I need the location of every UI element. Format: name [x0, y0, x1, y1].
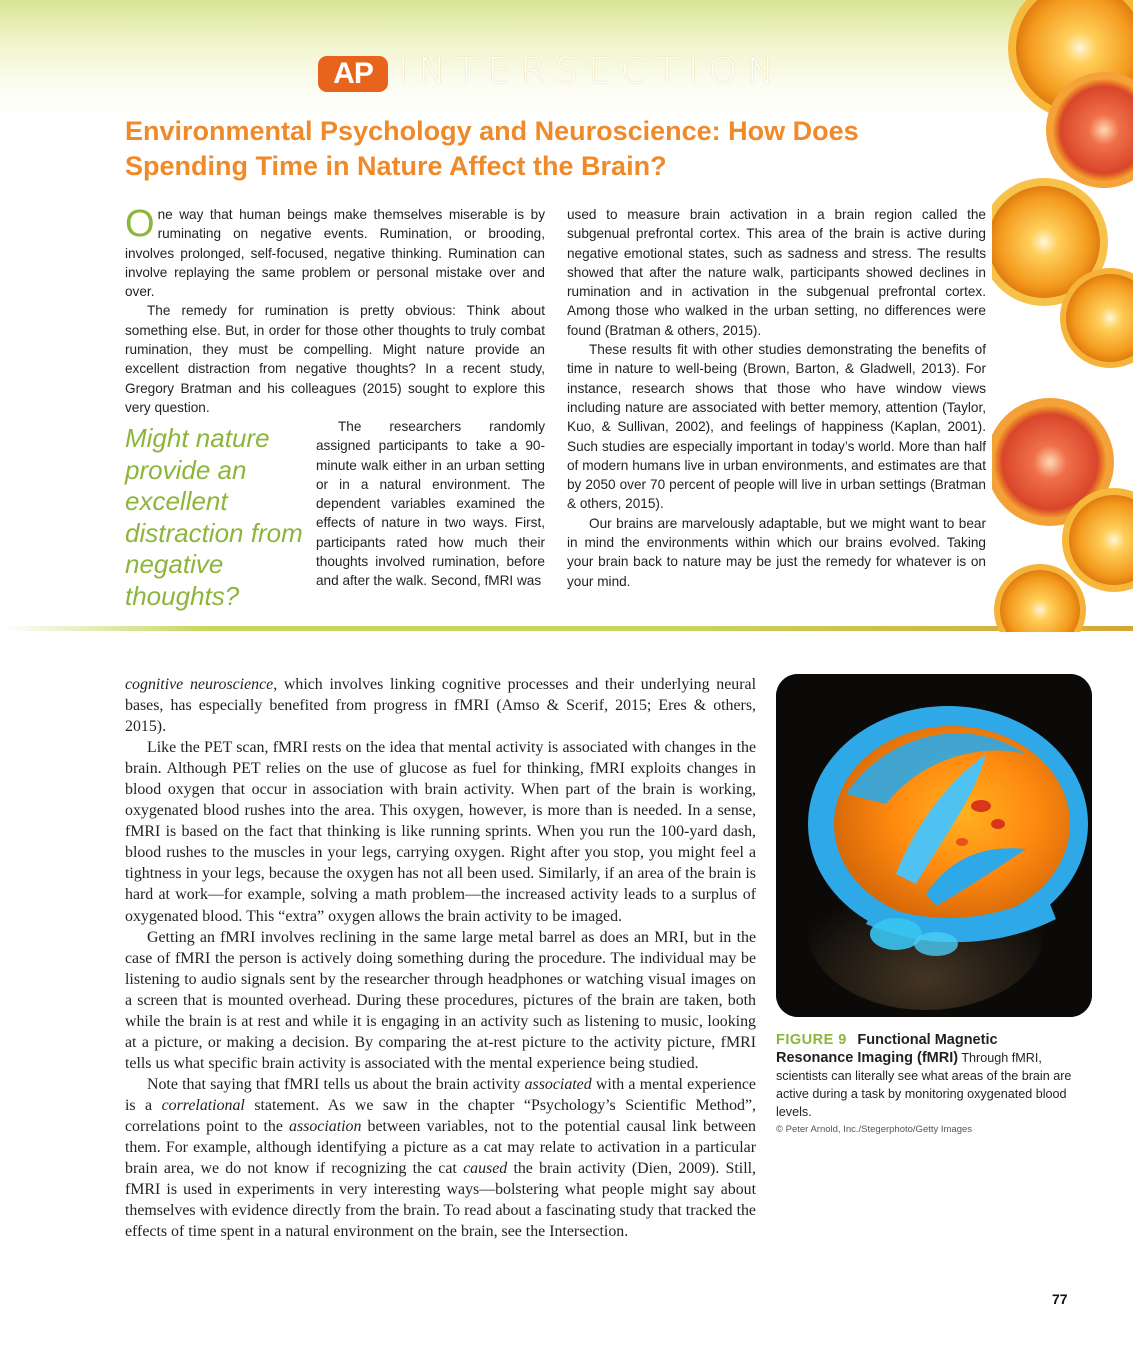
p4-em-associated: associated — [524, 1075, 592, 1093]
p4-em-association: association — [289, 1117, 362, 1135]
body-paragraph-3: Getting an fMRI involves reclining in the same large metal barrel as does an MRI, but in the case of fMRI the person is actively doing something during the procedure. The individual may be listening to audio signals sent by the researcher through headphones or watching visual images on a screen that is mounted overhead. During these procedures, pictures of the brain are taken, both while the brain is at rest and while it is engaging in an activity such as listening to music, looking at a picture, or making a decision. By comparing the at-rest picture to the activity picture, fMRI tells us what specific brain activity is associated with the mental experience being studied. — [125, 928, 756, 1072]
ap-badge: AP — [318, 56, 388, 92]
pull-quote: Might nature provide an excellent distraction from negative thoughts? — [125, 423, 303, 611]
banner-divider — [0, 626, 1133, 631]
body-paragraph-1 — [125, 674, 756, 737]
feature-paragraph-1 — [125, 205, 545, 301]
drop-cap: O — [125, 203, 155, 245]
feature-column-left-lower — [316, 417, 545, 591]
feature-column-left — [125, 205, 545, 417]
feature-paragraph-3: The researchers randomly assigned participants to take a 90-minute walk either in an urban setting or in a natural environment. The dependent variables examined the effects of nature in two ways. First, participants rated how much their thoughts involved rumination, before and after the walk. Second, fMRI was — [316, 419, 545, 589]
orange-slice-7 — [994, 564, 1086, 632]
feature-paragraph-1-text: ne way that human beings make themselves miserable is by ruminating on negative events. Rumination, or brooding, involves prolonged, self-focused, negative thinking. Rumination can involve replaying the same problem or personal mistake over and over. — [125, 207, 545, 300]
feature-paragraph-5: These results fit with other studies demonstrating the benefits of time in nature to well-being (Brown, Barton, & Gladwell, 2013). For instance, research shows that those who have window views including nature are associated with better memory, attention (Taylor, Kuo, & Sullivan, 2002), and feelings of happiness (Kaplan, 2001). Such studies are especially important in today’s world. More than half of modern humans live in urban environments, and estimates are that by 2050 over 70 percent of people will live in urban settings (Bratman & others, 2015). — [567, 342, 986, 512]
p4-text-e: the brain activity (Dien, 2009). Still, fMRI is used in experiments in very interesting ways—bolstering what people might say about themselves with evidence directly from the brain. To read about a fascinating study that tracked the effects of time spent in a natural environment on the brain, see the Intersection. — [125, 1160, 756, 1241]
orange-slices-image — [992, 0, 1133, 632]
figure-credit: © Peter Arnold, Inc./Stegerphoto/Getty Images — [776, 1124, 973, 1135]
feature-title: Environmental Psychology and Neuroscience: How Does Spending Time in Nature Affect the Brain? — [125, 116, 859, 181]
body-paragraph-2: Like the PET scan, fMRI rests on the idea that mental activity is associated with changes in the brain. Although PET relies on the use of glucose as fuel for thinking, fMRI exploits changes in blood oxygen that occur in association with brain activity. When part of the brain is working, oxygenated blood rushes into the area. This oxygen, however, is more than is needed. In a sense, fMRI is based on the fact that thinking is like running sprints. When you run the 100-yard dash, blood rushes to the muscles in your legs, carrying oxygen. Right after you stop, you might feel a tightness in your legs, because the oxygen has not all been used. Similarly, if an area of the brain is hard at work—for example, solving a math problem—the increased activity leads to a surplus of oxygenated blood. This “extra” oxygen allows the brain activity to be imaged. — [125, 739, 756, 925]
body-paragraph-1-text: , which involves linking cognitive processes and their underlying neural bases, has especially benefited from progress in fMRI (Amso & Scerif, 2015; Eres & others, 2015). — [125, 676, 756, 736]
intersection-heading: INTERSECTION — [398, 51, 784, 92]
feature-paragraph-2: The remedy for rumination is pretty obvious: Think about something else. But, in order for those other thoughts to truly combat rumination, they must be compelling. Might nature provide an excellent distraction from negative thoughts? In a recent study, Gregory Bratman and his colleagues (2015) sought to explore this very question. — [125, 303, 545, 415]
feature-paragraph-4: used to measure brain activation in a brain region called the subgenual prefrontal cortex. This area of the brain is active during negative emotional states, such as sadness and stress. The results showed that after the nature walk, participants showed declines in rumination and in activation in the subgenual prefrontal cortex. Among those who walked in the urban setting, no differences were found (Bratman & others, 2015). — [567, 207, 986, 338]
p4-text-c: statement. As we saw in the chapter “Psychology’s Scientific Method”, correlations point to the — [125, 1096, 757, 1135]
p4-em-correlational: correlational — [161, 1096, 245, 1114]
figure-label: FIGURE 9 — [776, 1032, 847, 1048]
p4-em-caused: caused — [463, 1160, 508, 1178]
term-cognitive-neuroscience: cognitive neuroscience — [125, 676, 274, 693]
body-text — [125, 674, 756, 1242]
p4-text-a: Note that saying that fMRI tells us about the brain activity — [147, 1075, 525, 1093]
p4-text-b: with a mental experience is a — [125, 1075, 756, 1114]
figure-caption — [776, 1031, 1076, 1136]
figure-caption-text: Through fMRI, scientists can literally see what areas of the brain are active during a task by monitoring oxygenated blood levels. — [776, 1051, 1072, 1119]
feature-column-right — [567, 205, 986, 591]
fmri-brain-image — [776, 674, 1092, 1017]
page-number: 77 — [1052, 1291, 1068, 1307]
feature-paragraph-6: Our brains are marvelously adaptable, but we might want to bear in mind the environments within which our brains evolved. Taking your brain back to nature may be just the remedy for whatever is on your mind. — [567, 515, 986, 589]
body-paragraph-4 — [125, 1074, 756, 1242]
p4-text-d: between variables, not to the potential causal link between them. For example, although identifying a picture as a cat may relate to activation in a particular brain area, we do not know if recognizing the cat — [125, 1117, 756, 1178]
figure-title: Functional Magnetic Resonance Imaging (fMRI) — [776, 1032, 998, 1066]
